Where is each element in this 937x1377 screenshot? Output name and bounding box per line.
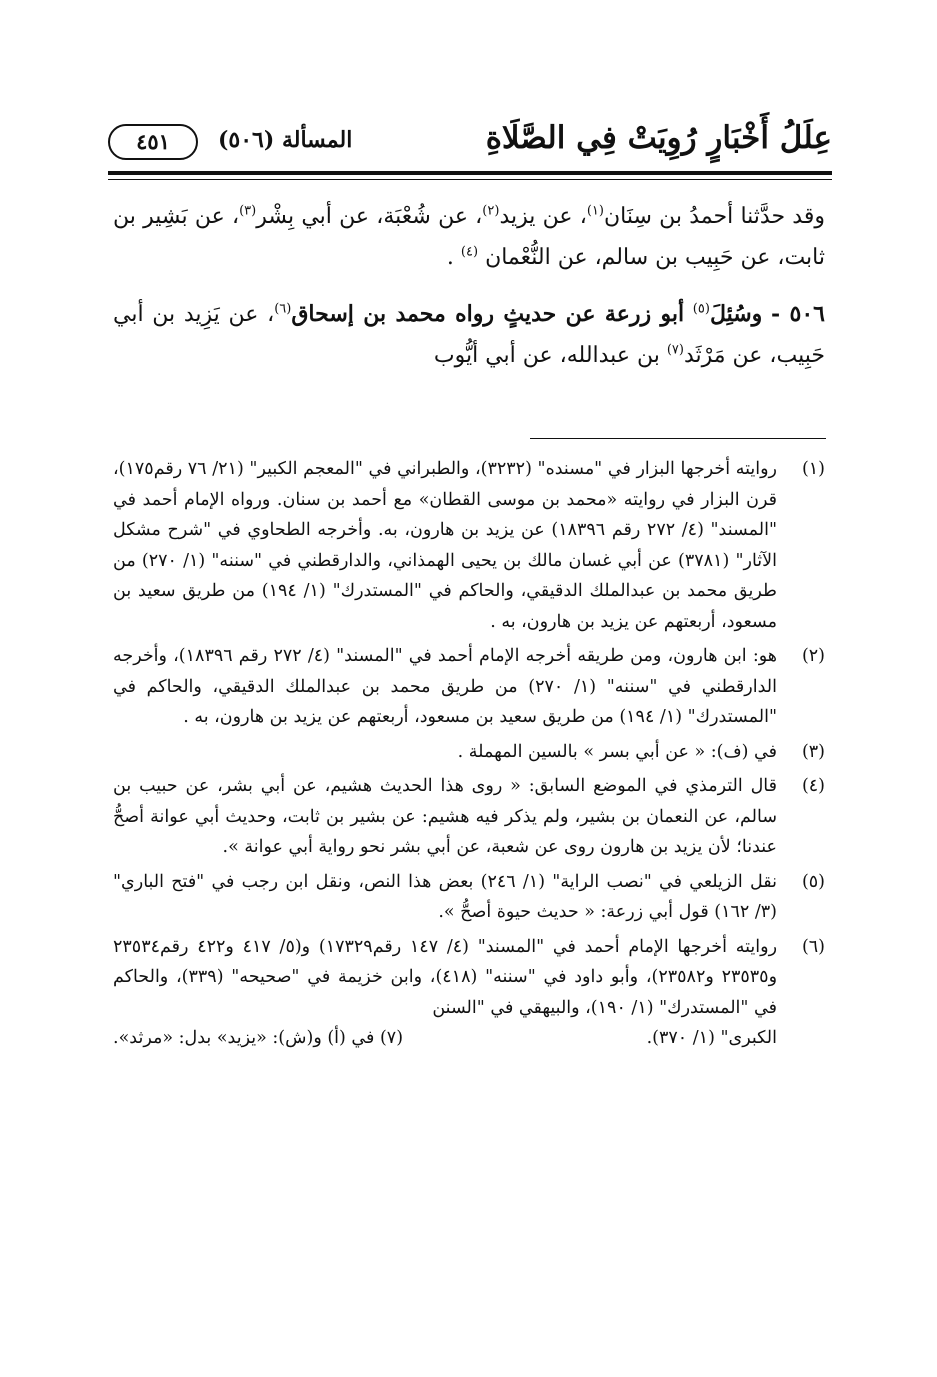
footnote-text: في (أ) و(ش): «يزيد» بدل: «مرثد». [113,1028,375,1048]
footnote-5 [113,867,825,928]
footnote-ref-7: (٧) [666,342,684,358]
footnote-separator [530,438,826,439]
footnote-ref-2: (٢) [482,203,500,219]
text-run: . [446,245,461,270]
footnote-ref-6: (٦) [274,301,292,317]
footnote-text: في (ف): « عن أبي بسر » بالسين المهملة . [457,741,777,762]
footnote-number: (٧) [379,1028,404,1048]
footnote-number: (٢) [801,646,825,666]
footnote-ref-3: (٣) [239,203,257,219]
footnote-text: هو: ابن هارون، ومن طريقه أخرجه الإمام أحمد في "المسند" (٤/ ٢٧٢ رقم ١٨٣٩٦)، وأخرجه الدارقطني في "سننه" (١/ ٢٧٠) من طريق محمد بن عبدالملك الدقيقي، والحاكم في "المستدرك" (١/ ١٩٤) من طريق سعيد بن مسعود، أربعتهم عن يزيد بن هارون، به . [113,646,778,727]
text-run: ، عن يزيد [499,204,587,229]
footnote-number: (٥) [801,871,825,892]
footnote-3 [113,737,825,768]
text-run: ، عن شُعْبَة، عن أبي بِشْر [256,204,483,229]
text-run: أبو زرعة عن حديثٍ رواه محمد بن إسحاق [291,301,685,327]
footnote-2 [113,641,825,733]
footnote-1 [113,454,825,637]
footnote-text-end: الكبرى" (١/ ٣٧٠). [646,1028,777,1048]
text-run: وقد حدَّثنا أحمدُ بن سِنَان [603,204,825,229]
footnote-ref-1: (١) [586,203,604,219]
footnote-number: (٤) [801,776,825,796]
footnote-text: روايته أخرجها الإمام أحمد في "المسند" (٤/ ١٤٧ رقم١٧٣٢٩) و(٥/ ٤١٧ و٤٢٢ رقم٢٣٥٣٤ و٢٣٥٣٥ و٢٣٥٨٢)، وأبو داود في "سننه" (٤١٨)، وابن خزيمة في "صحيحه" (٣٣٩)، والحاكم في "المستدرك" (١/ ١٩٠)، والبيهقي في "السنن [113,936,778,1018]
footnote-text: روايته أخرجها البزار في "مسنده" (٣٢٣٢)، والطبراني في "المعجم الكبير" (٢١/ ٧٦ رقم١٧٥)، قرن البزار في روايته «محمد بن موسى القطان» مع أحمد بن سنان. ورواه الإمام أحمد في "المسند" (٤/ ٢٧٢ رقم ١٨٣٩٦) عن يزيد بن هارون، به. وأخرجه الطحاوي في "شرح مشكل الآثار" (٣٧٨١) عن أبي غسان مالك بن يحيى الهمذاني، والدارقطني في "سننه" (١/ ٢٧٠) من طريق محمد بن عبدالملك الدقيقي، والحاكم في "المستدرك" (١/ ١٩٤) من طريق سعيد بن مسعود، أربعتهم عن يزيد بن هارون، به . [113,459,778,632]
footnote-number: (١) [801,459,825,479]
page-number: ٤٥١ [108,124,198,160]
footnote-ref-5: (٥) [692,301,710,317]
text-run: ، عن يَزِيد بن أبي حَبِيب، عن مَرْثَد [113,302,825,368]
footnote-6 [113,932,825,1054]
footnote-number: (٣) [801,741,825,762]
text-run: بن عبدالله، عن أبي أيُّوب [433,343,667,368]
footnote-ref-4: (٤) [460,244,479,260]
masala-label: المسألة (٥٠٦) [218,127,353,153]
footnote-4 [113,771,825,863]
footnote-shared-line [113,1023,777,1054]
entry-lead: وسُئِلَ [709,301,763,327]
footnote-7 [113,1023,403,1054]
header-rule-thick [108,171,832,175]
page-header [108,112,832,168]
entry-number: ٥٠٦ - [771,301,825,327]
footnote-text: نقل الزيلعي في "نصب الراية" (١/ ٢٤٦) بعض هذا النص، ونقل ابن رجب في "فتح الباري" (٣/ ١٦٢) قول أبي زرعة: « حديث حيوة أصحُّ ». [113,871,777,922]
footnote-text: قال الترمذي في الموضع السابق: « روى هذا الحديث هشيم، عن أبي بشر، عن حبيب بن سالم، عن النعمان بن بشير، ولم يذكر فيه هشيم: عن بشير بن ثابت، وحديث أبي عوانة أصحُّ عندنا؛ لأن يزيد بن هارون روى عن شعبة، عن أبي بشر نحو رواية أبي عوانة ». [113,776,777,857]
book-title: عِلَلُ أَخْبَارٍ رُوِيَتْ فِي الصَّلَاةِ [485,120,832,156]
header-rule-thin [108,179,832,180]
paragraph-isnad [113,196,825,278]
footnote-number: (٦) [801,936,825,957]
footnotes [113,454,825,1054]
text-run: ، عن بَشِير بن ثابت، عن حَبِيب بن سالم، عن النُّعْمان [113,204,825,270]
paragraph-entry-506 [113,294,825,376]
main-text [113,196,825,376]
